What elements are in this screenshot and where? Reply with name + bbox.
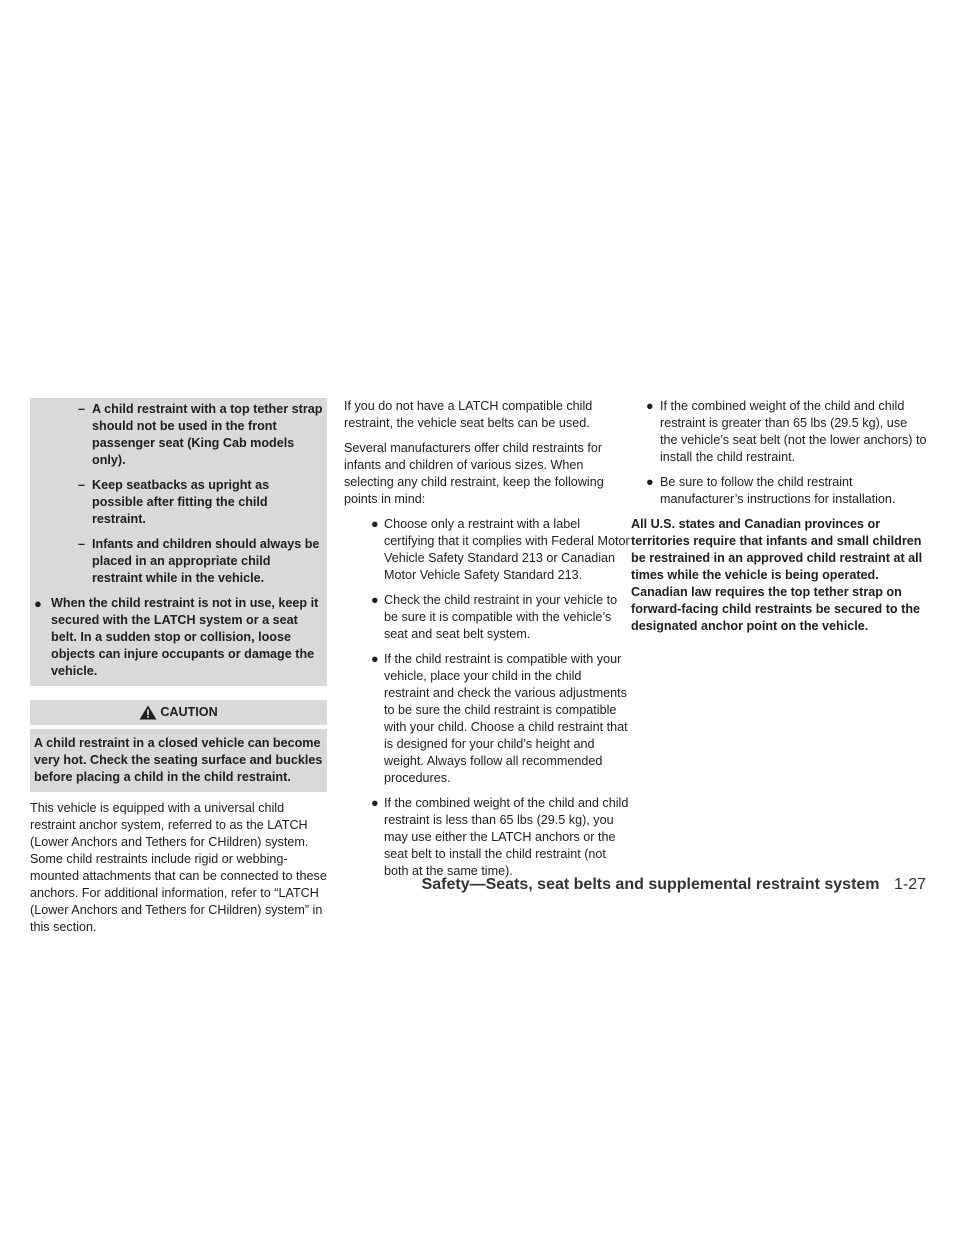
- warning-item: [34, 536, 323, 587]
- paragraph: Several manufacturers offer child restraints for infants and children of various sizes. When selecting any child restraint, keep the following points in mind:: [344, 441, 604, 506]
- list-item: [344, 592, 630, 643]
- list-item-text: If the combined weight of the child and child restraint is less than 65 lbs (29.5 kg), you may use either the LATCH anchors or the seat belt to install the child restraint (not both at the same time).: [384, 796, 629, 878]
- page-footer: [422, 876, 926, 894]
- dash-marker: –: [78, 402, 86, 416]
- warning-item-text: Infants and children should always be placed in an appropriate child restraint while in the vehicle.: [92, 537, 320, 585]
- warning-item: [34, 401, 323, 469]
- warning-item: [34, 477, 323, 528]
- page-number: 1-27: [893, 876, 926, 893]
- warning-item-text: A child restraint with a top tether strap should not be used in the front passenger seat (King Cab models only).: [92, 402, 323, 467]
- bullet-marker: ●: [371, 652, 379, 666]
- list-item-text: Check the child restraint in your vehicle to be sure it is compatible with the vehicle’s seat and seat belt system.: [384, 593, 618, 641]
- bullet-marker: ●: [371, 796, 379, 810]
- left-column: [30, 398, 327, 944]
- list-item-text: Choose only a restraint with a label certifying that it complies with Federal Motor Vehicle Safety Standard 213 or Canadian Motor Vehicle Safety Standard 213.: [384, 517, 630, 582]
- list-item: [631, 398, 927, 466]
- section-title: Safety—Seats, seat belts and supplemental restraint system: [421, 876, 880, 893]
- list-item: [344, 795, 630, 880]
- caution-title: CAUTION: [160, 705, 218, 719]
- caution-header: [30, 700, 327, 725]
- list-item: [344, 651, 630, 787]
- middle-column: [344, 398, 630, 888]
- list-item-text: Be sure to follow the child restraint manufacturer’s instructions for installation.: [660, 475, 896, 506]
- warning-bullet: [34, 595, 323, 680]
- warning-bullet-text: When the child restraint is not in use, keep it secured with the LATCH system or a seat belt. In a sudden stop or collision, loose objects can injure occupants or damage the vehicle.: [51, 596, 319, 678]
- bullet-marker: ●: [371, 593, 379, 607]
- list-item-text: If the child restraint is compatible with your vehicle, place your child in the child restraint and check the various adjustments to be sure the child restraint is compatible with your child. Choose a child restraint that is designed for your child’s height and weight. Always follow all recommended procedures.: [384, 652, 628, 785]
- bullet-marker: ●: [34, 596, 42, 611]
- bullet-marker: ●: [371, 517, 379, 531]
- bullet-marker: ●: [646, 475, 654, 489]
- bullet-marker: ●: [646, 399, 654, 413]
- right-column: [631, 398, 927, 643]
- list-item: [631, 474, 927, 508]
- warning-item-text: Keep seatbacks as upright as possible after fitting the child restraint.: [92, 478, 270, 526]
- latch-paragraph: This vehicle is equipped with a universal child restraint anchor system, referred to as the LATCH (Lower Anchors and Tethers for CHildren) system. Some child restraints include rigid or webbing-mounted attachments that can be connected to these anchors. For additional information, refer to “LATCH (Lower Anchors and Tethers for CHildren) system” in this section.: [30, 801, 327, 934]
- list-item: [344, 516, 630, 584]
- warning-box: [30, 398, 327, 686]
- warning-triangle-icon: [139, 705, 157, 720]
- list-item-text: If the combined weight of the child and child restraint is greater than 65 lbs (29.5 kg), use the vehicle’s seat belt (not the lower anchors) to install the child restraint.: [660, 399, 927, 464]
- caution-body: [30, 729, 327, 792]
- paragraph: If you do not have a LATCH compatible child restraint, the vehicle seat belts can be used.: [344, 399, 593, 430]
- dash-marker: –: [78, 478, 86, 492]
- caution-text: A child restraint in a closed vehicle can become very hot. Check the seating surface and buckles before placing a child in the child restraint.: [34, 736, 323, 784]
- dash-marker: –: [78, 537, 86, 551]
- legal-requirement-paragraph: All U.S. states and Canadian provinces or territories require that infants and small children be restrained in an approved child restraint at all times while the vehicle is being operated. Canadian law requires the top tether strap on forward-facing child restraints be secured to the designated anchor point on the vehicle.: [631, 517, 923, 633]
